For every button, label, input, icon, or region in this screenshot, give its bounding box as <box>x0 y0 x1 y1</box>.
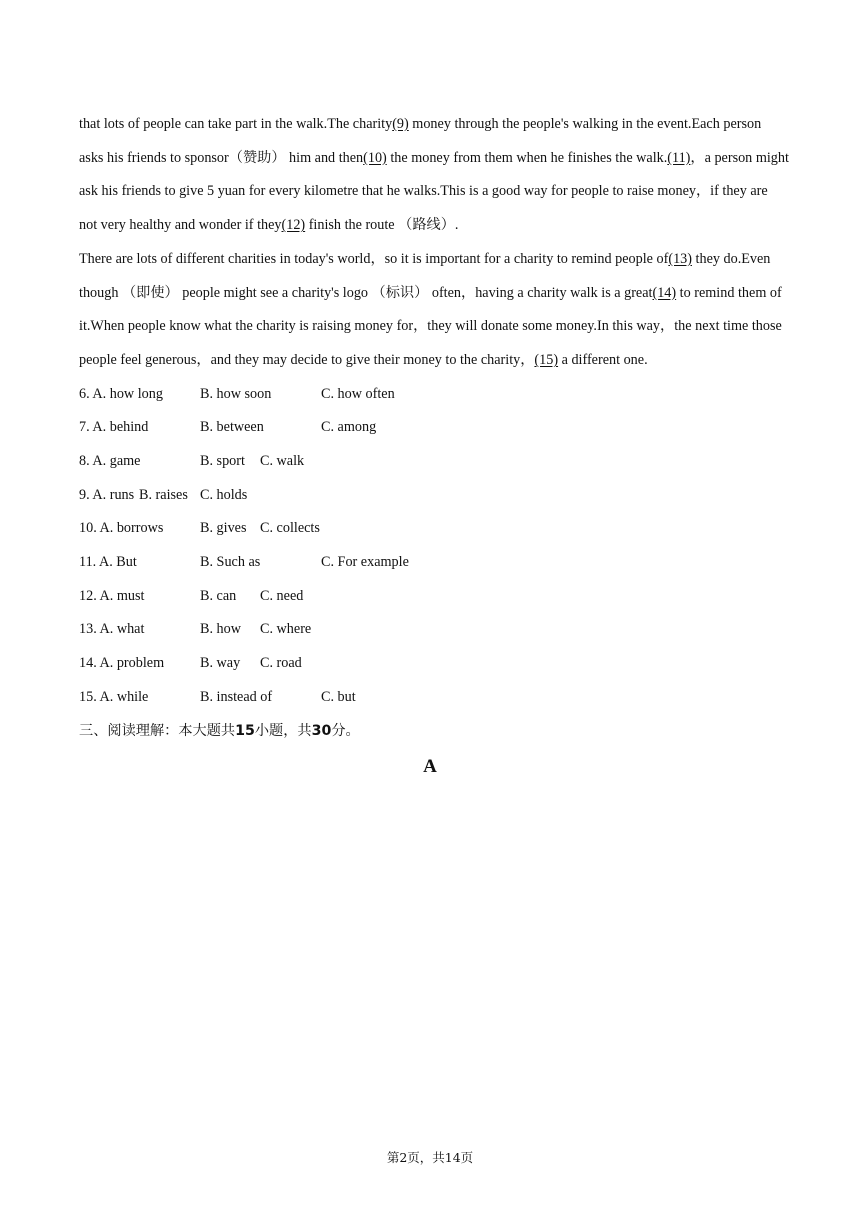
page-footer: 第2页，共14页 <box>386 1150 474 1165</box>
section-heading-text: 分。 <box>331 722 360 739</box>
blank-11: (11) <box>667 149 691 166</box>
option-b: B. sport <box>200 453 245 469</box>
passage-text: ，a person might ask his friends to give 5 yuan for every kilometre that he walks.This is a good way for people to raise money，if they are not very healthy and wonder if they <box>79 149 789 234</box>
passage-text: finish the route （路线）. <box>305 217 459 234</box>
passage-text: to remind them of it.When people know what the charity is raising money for，they will donate some money.In this way，the next time those people feel generous，and they may decide to give their money to the charity， <box>79 284 782 368</box>
option-b: B. raises <box>139 486 188 503</box>
option-b: B. instead of <box>200 688 273 705</box>
option-b: B. way <box>200 655 241 672</box>
question-6 <box>79 378 789 412</box>
question-7 <box>79 411 789 445</box>
blank-9: (9) <box>392 116 409 132</box>
section-heading <box>79 715 789 749</box>
blank-15: (15) <box>534 351 559 368</box>
option-a: 6. A. how long <box>79 385 163 402</box>
option-c: C. collects <box>260 520 320 537</box>
option-a: 13. A. what <box>79 621 145 638</box>
option-a: 15. A. while <box>79 688 149 705</box>
option-a: 11. A. But <box>79 554 137 571</box>
passage-text: they do.Even though （即使） people might see a charity's logo （标识） often，having a charity walk is a great <box>79 250 771 301</box>
option-c: C. need <box>260 587 304 604</box>
option-a: 9. A. runs <box>79 486 135 503</box>
question-15 <box>79 681 789 715</box>
option-c: C. road <box>260 655 302 672</box>
option-b: B. Such as <box>200 554 261 571</box>
option-a: 10. A. borrows <box>79 520 164 537</box>
option-a: 8. A. game <box>79 453 141 469</box>
option-c: C. among <box>321 419 377 436</box>
option-a: 7. A. behind <box>79 419 149 436</box>
passage-text: money through the people's walking in the event.Each person asks his friends to sponsor（赞助） him and then <box>79 116 762 166</box>
question-14 <box>79 647 789 681</box>
passage-text: that lots of people can take part in the walk.The charity <box>79 116 393 132</box>
passage-paragraph-1 <box>79 108 789 243</box>
option-c: C. how often <box>321 385 395 402</box>
question-8 <box>79 445 789 479</box>
question-11 <box>79 546 789 580</box>
section-heading-text: 三、阅读理解：本大题共 <box>79 722 236 739</box>
question-10 <box>79 512 789 546</box>
option-b: B. gives <box>200 520 247 537</box>
option-b: B. how soon <box>200 385 272 402</box>
option-a: 12. A. must <box>79 587 145 604</box>
option-c: C. For example <box>321 554 409 571</box>
option-c: C. but <box>321 688 356 705</box>
question-options-list <box>79 378 789 715</box>
option-c: C. holds <box>200 486 248 503</box>
passage-letter-heading: A <box>423 756 437 777</box>
question-13 <box>79 613 789 647</box>
section-score: 30 <box>311 722 332 739</box>
section-question-count: 15 <box>235 722 255 739</box>
passage-text: There are lots of different charities in today's world，so it is important for a charity to remind people of <box>79 250 669 267</box>
option-c: C. where <box>260 621 312 638</box>
section-heading-text: 小题，共 <box>254 722 312 739</box>
option-b: B. can <box>200 587 237 604</box>
question-9 <box>79 479 789 513</box>
blank-13: (13) <box>668 250 692 267</box>
blank-10: (10) <box>363 149 387 166</box>
blank-12: (12) <box>281 217 306 234</box>
blank-14: (14) <box>652 284 677 301</box>
passage-paragraph-2 <box>79 243 789 378</box>
option-b: B. how <box>200 621 241 638</box>
option-c: C. walk <box>260 453 305 469</box>
option-a: 14. A. problem <box>79 655 165 672</box>
option-b: B. between <box>200 419 264 436</box>
passage-text: the money from them when he finishes the walk. <box>386 149 668 166</box>
page-content <box>79 108 789 777</box>
question-12 <box>79 580 789 614</box>
passage-text: a different one. <box>558 351 648 368</box>
